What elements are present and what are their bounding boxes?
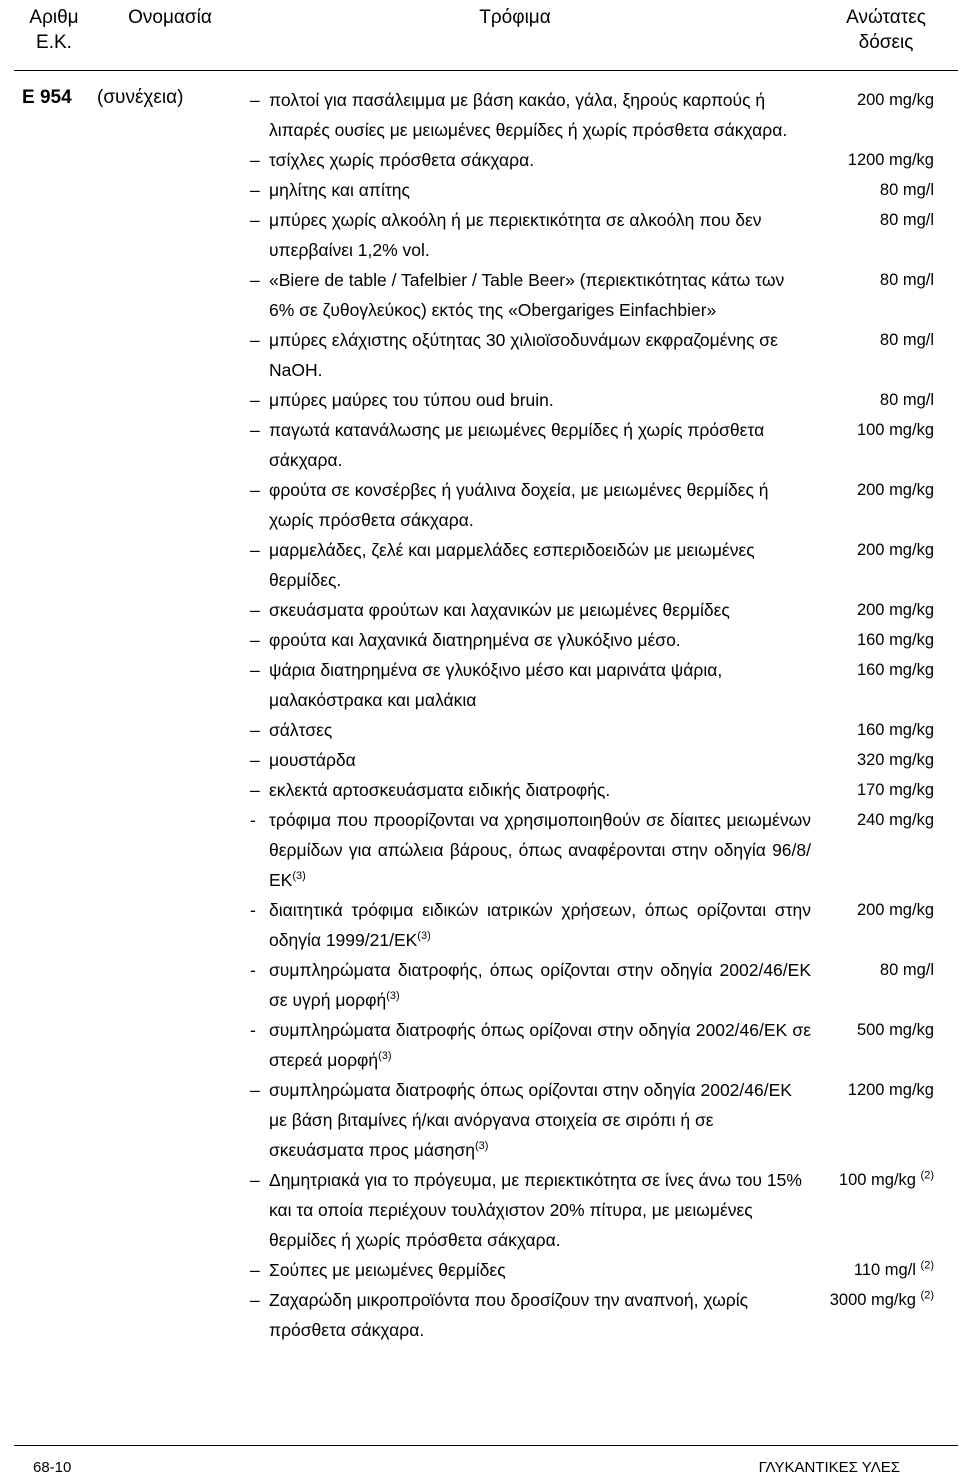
food-description bbox=[267, 955, 811, 1015]
max-dose bbox=[811, 775, 960, 805]
food-description bbox=[267, 175, 811, 205]
food-description bbox=[267, 625, 811, 655]
food-description bbox=[267, 1165, 811, 1255]
food-description bbox=[267, 775, 811, 805]
food-text: τρόφιμα που προορίζονται να χρησιμοποιηθούν σε δίαιτες μειωμένων θερμίδων για απώλεια βάρους, όπως αναφέρονται στην οδηγία 96/8/ΕΚ bbox=[269, 810, 811, 890]
food-text: μουστάρδα bbox=[269, 750, 356, 770]
list-dash: – bbox=[250, 390, 260, 410]
list-dash: – bbox=[250, 420, 260, 440]
dose-value: 200 mg/kg bbox=[856, 481, 934, 499]
dose-value: 200 mg/kg bbox=[856, 541, 934, 559]
food-text: συμπληρώματα διατροφής όπως ορίζοναι στην οδηγία 2002/46/ΕΚ σε στερεά μορφή bbox=[269, 1020, 811, 1070]
list-item bbox=[0, 475, 960, 535]
list-dash: – bbox=[250, 1290, 260, 1310]
food-text: σκευάσματα φρούτων και λαχανικών με μειωμένες θερμίδες bbox=[269, 600, 730, 620]
additive-name: (συνέχεια) bbox=[97, 87, 184, 108]
max-dose bbox=[811, 535, 960, 565]
dose-value: 500 mg/kg bbox=[856, 1021, 934, 1039]
food-description bbox=[267, 1015, 811, 1075]
food-text: μαρμελάδες, ζελέ και μαρμελάδες εσπεριδοειδών με μειωμένες θερμίδες. bbox=[269, 540, 755, 590]
list-dash: – bbox=[250, 660, 260, 680]
dose-value: 160 mg/kg bbox=[856, 661, 934, 679]
dose-value: 1200 mg/kg bbox=[847, 1081, 934, 1099]
max-dose bbox=[811, 385, 960, 415]
list-item bbox=[0, 955, 960, 1015]
footnote-ref: (3) bbox=[417, 930, 431, 943]
list-item bbox=[0, 1015, 960, 1075]
max-dose bbox=[811, 805, 960, 835]
list-item bbox=[0, 325, 960, 385]
footnote-ref: (3) bbox=[386, 990, 400, 1003]
dose-value: 320 mg/kg bbox=[856, 751, 934, 769]
header-food: Τρόφιμα bbox=[479, 7, 551, 28]
food-text: μηλίτης και απίτης bbox=[269, 180, 410, 200]
dose-value: 200 mg/kg bbox=[856, 601, 934, 619]
list-item bbox=[0, 775, 960, 805]
max-dose bbox=[811, 175, 960, 205]
dose-value: 1200 mg/kg bbox=[847, 151, 934, 169]
list-item bbox=[0, 145, 960, 175]
list-item bbox=[0, 85, 960, 145]
food-text: μπύρες ελάχιστης οξύτητας 30 χιλιοϊσοδυνάμων εκφραζομένης σε NaOH. bbox=[269, 330, 778, 380]
list-item bbox=[0, 265, 960, 325]
list-dash: – bbox=[250, 90, 260, 110]
list-dash: – bbox=[250, 210, 260, 230]
list-item bbox=[0, 895, 960, 955]
food-description bbox=[267, 1075, 811, 1165]
max-dose bbox=[811, 745, 960, 775]
max-dose bbox=[811, 85, 960, 115]
list-item bbox=[0, 535, 960, 595]
food-text: εκλεκτά αρτοσκευάσματα ειδικής διατροφής. bbox=[269, 780, 611, 800]
list-dash: – bbox=[250, 720, 260, 740]
footnote-ref: (3) bbox=[378, 1050, 392, 1063]
food-description bbox=[267, 265, 811, 325]
food-text: ψάρια διατηρημένα σε γλυκόξινο μέσο και μαρινάτα ψάρια, μαλακόστρακα και μαλάκια bbox=[269, 660, 723, 710]
dose-value: 160 mg/kg bbox=[856, 631, 934, 649]
max-dose bbox=[811, 1285, 960, 1315]
dose-value: 80 mg/l bbox=[879, 391, 934, 409]
max-dose bbox=[811, 1165, 960, 1195]
footnote-ref: (3) bbox=[475, 1140, 489, 1153]
food-description bbox=[267, 535, 811, 595]
food-description bbox=[267, 325, 811, 385]
dose-value: 160 mg/kg bbox=[856, 721, 934, 739]
list-item bbox=[0, 805, 960, 895]
list-item bbox=[0, 385, 960, 415]
food-description bbox=[267, 895, 811, 955]
list-dash: – bbox=[250, 600, 260, 620]
food-description bbox=[267, 1285, 811, 1345]
list-dash: - bbox=[250, 1020, 256, 1040]
dose-value: 80 mg/l bbox=[879, 211, 934, 229]
list-dash: – bbox=[250, 480, 260, 500]
additive-number: Ε 954 bbox=[22, 87, 72, 108]
max-dose bbox=[811, 325, 960, 355]
food-description bbox=[267, 475, 811, 535]
footnote-ref: (3) bbox=[292, 870, 306, 883]
list-item bbox=[0, 715, 960, 745]
food-description bbox=[267, 805, 811, 895]
list-dash: – bbox=[250, 330, 260, 350]
dose-value: 200 mg/kg bbox=[856, 901, 934, 919]
food-description bbox=[267, 715, 811, 745]
food-text: Δημητριακά για το πρόγευμα, με περιεκτικότητα σε ίνες άνω του 15% και τα οποία περιέχουν τουλάχιστον 20% πίτυρα, με μειωμένες θερμίδες ή χωρίς πρόσθετα σάκχαρα. bbox=[269, 1170, 802, 1250]
food-description bbox=[267, 1255, 811, 1285]
food-text: διαιτητικά τρόφιμα ειδικών ιατρικών χρήσεων, όπως ορίζονται στην οδηγία 1999/21/ΕΚ bbox=[269, 900, 811, 950]
list-item bbox=[0, 595, 960, 625]
section-title: ΓΛΥΚΑΝΤΙΚΕΣ ΥΛΕΣ bbox=[758, 1459, 900, 1476]
food-text: Ζαχαρώδη μικροπροϊόντα που δροσίζουν την αναπνοή, χωρίς πρόσθετα σάκχαρα. bbox=[269, 1290, 749, 1340]
food-description bbox=[267, 145, 811, 175]
list-item bbox=[0, 655, 960, 715]
list-dash: – bbox=[250, 780, 260, 800]
food-text: συμπληρώματα διατροφής όπως ορίζονται στην οδηγία 2002/46/ΕΚ με βάση βιταμίνες ή/και ανόργανα στοιχεία σε σιρόπι ή σε σκευάσματα προς μάσηση bbox=[269, 1080, 792, 1160]
dose-value: 80 mg/l bbox=[879, 961, 934, 979]
list-dash: – bbox=[250, 1080, 260, 1100]
max-dose bbox=[811, 475, 960, 505]
food-description bbox=[267, 415, 811, 475]
max-dose bbox=[811, 655, 960, 685]
list-item bbox=[0, 625, 960, 655]
food-text: φρούτα σε κονσέρβες ή γυάλινα δοχεία, με μειωμένες θερμίδες ή χωρίς πρόσθετα σάκχαρα. bbox=[269, 480, 769, 530]
header-divider bbox=[14, 70, 958, 71]
dose-value: 80 mg/l bbox=[879, 331, 934, 349]
list-item bbox=[0, 1165, 960, 1255]
list-dash: – bbox=[250, 540, 260, 560]
max-dose bbox=[811, 625, 960, 655]
dose-footnote-ref: (2) bbox=[920, 1259, 934, 1272]
max-dose bbox=[811, 715, 960, 745]
page-reference: 68-10 bbox=[33, 1459, 72, 1476]
dose-value: 240 mg/kg bbox=[856, 811, 934, 829]
food-text: παγωτά κατανάλωσης με μειωμένες θερμίδες ή χωρίς πρόσθετα σάκχαρα. bbox=[269, 420, 765, 470]
list-dash: – bbox=[250, 180, 260, 200]
food-text: τσίχλες χωρίς πρόσθετα σάκχαρα. bbox=[269, 150, 535, 170]
dose-value: 100 mg/kg bbox=[856, 421, 934, 439]
list-dash: - bbox=[250, 900, 256, 920]
table-header bbox=[0, 5, 960, 69]
dose-value: 110 mg/l bbox=[853, 1261, 916, 1279]
food-text: Σούπες με μειωμένες θερμίδες bbox=[269, 1260, 506, 1280]
dose-value: 80 mg/l bbox=[879, 181, 934, 199]
max-dose bbox=[811, 595, 960, 625]
dose-footnote-ref: (2) bbox=[920, 1289, 934, 1302]
list-item bbox=[0, 205, 960, 265]
list-item bbox=[0, 745, 960, 775]
food-text: μπύρες χωρίς αλκοόλη ή με περιεκτικότητα σε αλκοόλη που δεν υπερβαίνει 1,2% vol. bbox=[269, 210, 762, 260]
dose-value: 200 mg/kg bbox=[856, 91, 934, 109]
max-dose bbox=[811, 145, 960, 175]
food-description bbox=[267, 655, 811, 715]
food-description bbox=[267, 595, 811, 625]
food-description bbox=[267, 85, 811, 145]
max-dose bbox=[811, 1255, 960, 1285]
header-name: Ονομασία bbox=[128, 7, 212, 28]
max-dose bbox=[811, 895, 960, 925]
list-dash: – bbox=[250, 150, 260, 170]
list-dash: – bbox=[250, 750, 260, 770]
list-dash: – bbox=[250, 630, 260, 650]
food-text: συμπληρώματα διατροφής, όπως ορίζονται στην οδηγία 2002/46/ΕΚ σε υγρή μορφή bbox=[269, 960, 811, 1010]
food-description bbox=[267, 745, 811, 775]
food-list bbox=[0, 85, 960, 1345]
list-dash: – bbox=[250, 270, 260, 290]
dose-value: 3000 mg/kg bbox=[829, 1291, 916, 1309]
list-item bbox=[0, 1075, 960, 1165]
food-text: σάλτσες bbox=[269, 720, 333, 740]
dose-value: 100 mg/kg bbox=[838, 1171, 916, 1189]
food-text: πολτοί για πασάλειμμα με βάση κακάο, γάλα, ξηρούς καρπούς ή λιπαρές ουσίες με μειωμένες θερμίδες ή χωρίς πρόσθετα σάκχαρα. bbox=[269, 90, 788, 140]
max-dose bbox=[811, 415, 960, 445]
max-dose bbox=[811, 205, 960, 235]
dose-footnote-ref: (2) bbox=[920, 1169, 934, 1182]
food-text: μπύρες μαύρες του τύπου oud bruin. bbox=[269, 390, 554, 410]
list-item bbox=[0, 175, 960, 205]
food-text: φρούτα και λαχανικά διατηρημένα σε γλυκόξινο μέσο. bbox=[269, 630, 681, 650]
max-dose bbox=[811, 265, 960, 295]
max-dose bbox=[811, 1015, 960, 1045]
food-description bbox=[267, 385, 811, 415]
list-dash: – bbox=[250, 1260, 260, 1280]
dose-value: 170 mg/kg bbox=[856, 781, 934, 799]
max-dose bbox=[811, 1075, 960, 1105]
food-description bbox=[267, 205, 811, 265]
dose-value: 80 mg/l bbox=[879, 271, 934, 289]
list-dash: - bbox=[250, 960, 256, 980]
header-dose: Ανώτατες δόσεις bbox=[846, 7, 926, 53]
list-dash: – bbox=[250, 1170, 260, 1190]
list-item bbox=[0, 1285, 960, 1345]
list-dash: - bbox=[250, 810, 256, 830]
max-dose bbox=[811, 955, 960, 985]
header-number: Αριθμ Ε.Κ. bbox=[29, 7, 79, 53]
list-item bbox=[0, 415, 960, 475]
food-text: «Biere de table / Tafelbier / Table Beer» (περιεκτικότητας κάτω των 6% σε ζυθογλεύκος) εκτός της «Obergariges Einfachbier» bbox=[269, 270, 785, 320]
list-item bbox=[0, 1255, 960, 1285]
footer-divider bbox=[14, 1445, 958, 1446]
